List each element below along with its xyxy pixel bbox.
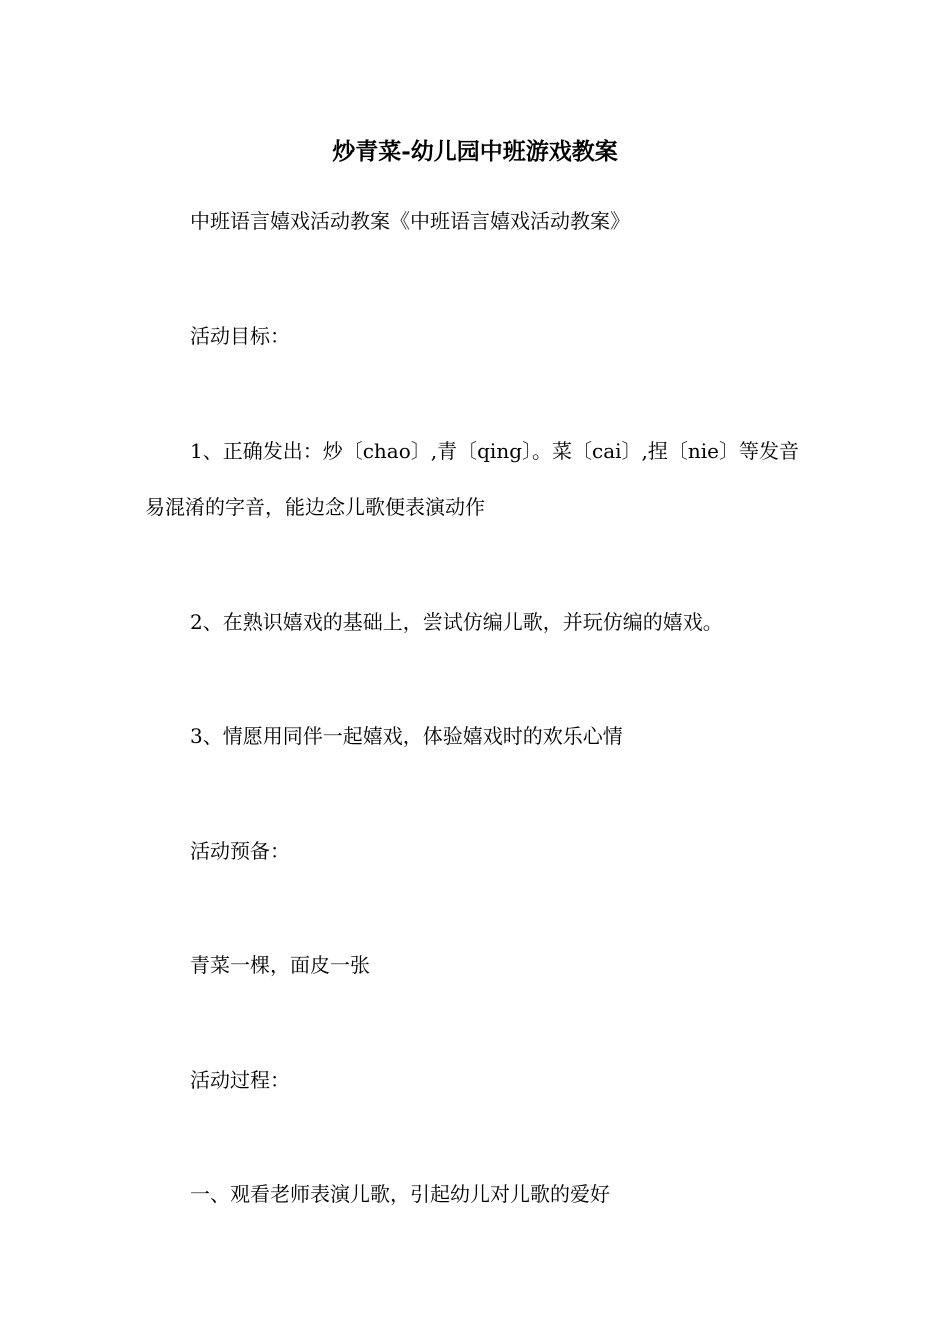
paragraph-materials: 青菜一棵，面皮一张 [190,953,370,977]
paragraph-preparation-heading: 活动预备： [190,839,290,863]
paragraph-objective-1: 1、正确发出：炒〔chao〕,青〔qing〕。菜〔cai〕,捏〔nie〕等发音易混淆的字音，能边念儿歌便表演动作 [145,439,800,519]
paragraph-objective-3: 3、情愿用同伴一起嬉戏，体验嬉戏时的欢乐心情 [190,724,623,748]
paragraph-process-heading: 活动过程： [190,1068,290,1092]
paragraph-objective-2: 2、在熟识嬉戏的基础上，尝试仿编儿歌，并玩仿编的嬉戏。 [190,610,723,634]
paragraph-objectives-heading: 活动目标： [190,324,290,348]
paragraph-step-1: 一、观看老师表演儿歌，引起幼儿对儿歌的爱好 [190,1182,610,1206]
paragraph-subtitle: 中班语言嬉戏活动教案《中班语言嬉戏活动教案》 [190,209,630,233]
document-title: 炒青菜-幼儿园中班游戏教案 [332,138,618,165]
